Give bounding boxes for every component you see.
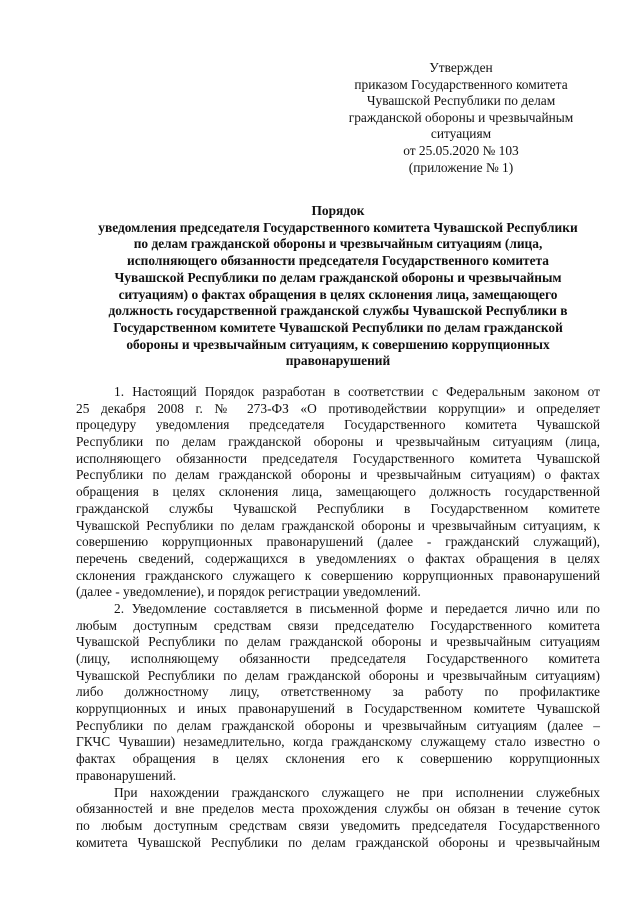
body-line: Республики по делам гражданской обороны и чрезвычайным ситуациям (далее –	[76, 717, 600, 733]
body-line: комитета Чувашской Республики по делам гражданской обороны и чрезвычайным	[76, 834, 600, 850]
body-line: перечень сведений, содержащихся в уведомлениях о фактах обращения в целях	[76, 550, 600, 566]
body-line: 25 декабря 2008 г. № 273-ФЗ «О противодействии коррупции» и определяет	[76, 400, 600, 416]
approval-line: Чувашской Республики по делам	[366, 93, 556, 109]
approval-line: от 25.05.2020 № 103	[403, 142, 519, 158]
body-line: 1. Настоящий Порядок разработан в соответствии с Федеральным законом от	[114, 384, 600, 399]
body-line: Республики по делам гражданской обороны и чрезвычайным ситуациям) о фактах	[76, 467, 600, 483]
approval-line: гражданской обороны и чрезвычайным	[348, 109, 574, 125]
approval-line: Утвержден	[429, 60, 493, 75]
body-line: по любым доступным средствам связи уведомить председателя Государственного	[76, 817, 600, 833]
body-line: 2. Уведомление составляется в письменной форме и передается лично или по	[114, 600, 600, 616]
title-line: по делам гражданской обороны и чрезвычайным ситуациям (лица,	[133, 236, 543, 252]
title-line: ситуациям) о фактах обращения в целях склонения лица, замещающего	[118, 286, 558, 302]
body-line: коррупционных и иных правонарушений в Государственном комитете Чувашской	[76, 701, 600, 717]
title-line: исполняющего обязанности председателя Государственного комитета	[126, 253, 549, 269]
body-line: совершению коррупционных правонарушений (далее - гражданский служащий),	[76, 534, 600, 550]
body-line: исполняющего обязанности председателя Государственного комитета Чувашской	[76, 450, 600, 466]
body-line: фактах обращения в целях склонения его к совершению коррупционных	[76, 751, 600, 767]
title-line: уведомления председателя Государственного комитета Чувашской Республики	[98, 219, 578, 235]
body-line: Чувашской Республики по делам гражданской обороны и чрезвычайным ситуациям	[76, 634, 600, 650]
document-title	[76, 203, 600, 370]
body-line: либо должностному лицу, ответственному за работу по профилактике	[76, 684, 600, 700]
body-line: правонарушений.	[76, 767, 177, 783]
title-line: должность государственной гражданской службы Чувашской Республики в	[108, 303, 568, 319]
body-line: склонения гражданского служащего к совершению коррупционных правонарушений	[76, 567, 600, 583]
document-body	[76, 384, 600, 851]
approval-line: приказом Государственного комитета	[354, 76, 568, 92]
body-line: (далее - уведомление), и порядок регистрации уведомлений.	[76, 584, 421, 600]
body-line: (лицу, исполняющему обязанности председателя Государственного комитета	[76, 651, 600, 666]
body-line: обязанностей и вне пределов места прохождения службы он обязан в течение суток	[76, 801, 600, 817]
title-line: обороны и чрезвычайным ситуациям, к совершению коррупционных	[126, 336, 550, 352]
body-line: гражданской службы Чувашской Республики в Государственном комитете	[76, 500, 600, 516]
title-line: Порядок	[311, 203, 365, 218]
body-line: любым доступным средствам связи председателю Государственного комитета	[76, 617, 600, 633]
body-line: обращения в целях склонения лица, замещающего должность государственной	[76, 484, 600, 500]
body-line: процедуру уведомления председателя Государственного комитета Чувашской	[76, 417, 600, 433]
approval-block	[320, 60, 602, 176]
body-line: Чувашской Республики по делам гражданской обороны и чрезвычайным ситуациям)	[76, 667, 600, 683]
title-line: Государственном комитете Чувашской Республики по делам гражданской	[113, 319, 563, 335]
body-line: Чувашской Республики по делам гражданской обороны и чрезвычайным ситуациям, к	[76, 517, 600, 533]
body-line: При нахождении гражданского служащего не при исполнении служебных	[114, 784, 600, 800]
approval-line: (приложение № 1)	[408, 159, 514, 175]
approval-line: ситуациям	[430, 126, 492, 142]
body-line: Республики по делам гражданской обороны и чрезвычайным ситуациям (лица,	[76, 434, 600, 450]
body-line: ГКЧС Чувашии) незамедлительно, когда гражданскому служащему стало известно о	[76, 734, 600, 750]
title-line: Чувашской Республики по делам гражданской обороны и чрезвычайным	[114, 269, 562, 285]
title-line: правонарушений	[285, 353, 391, 369]
